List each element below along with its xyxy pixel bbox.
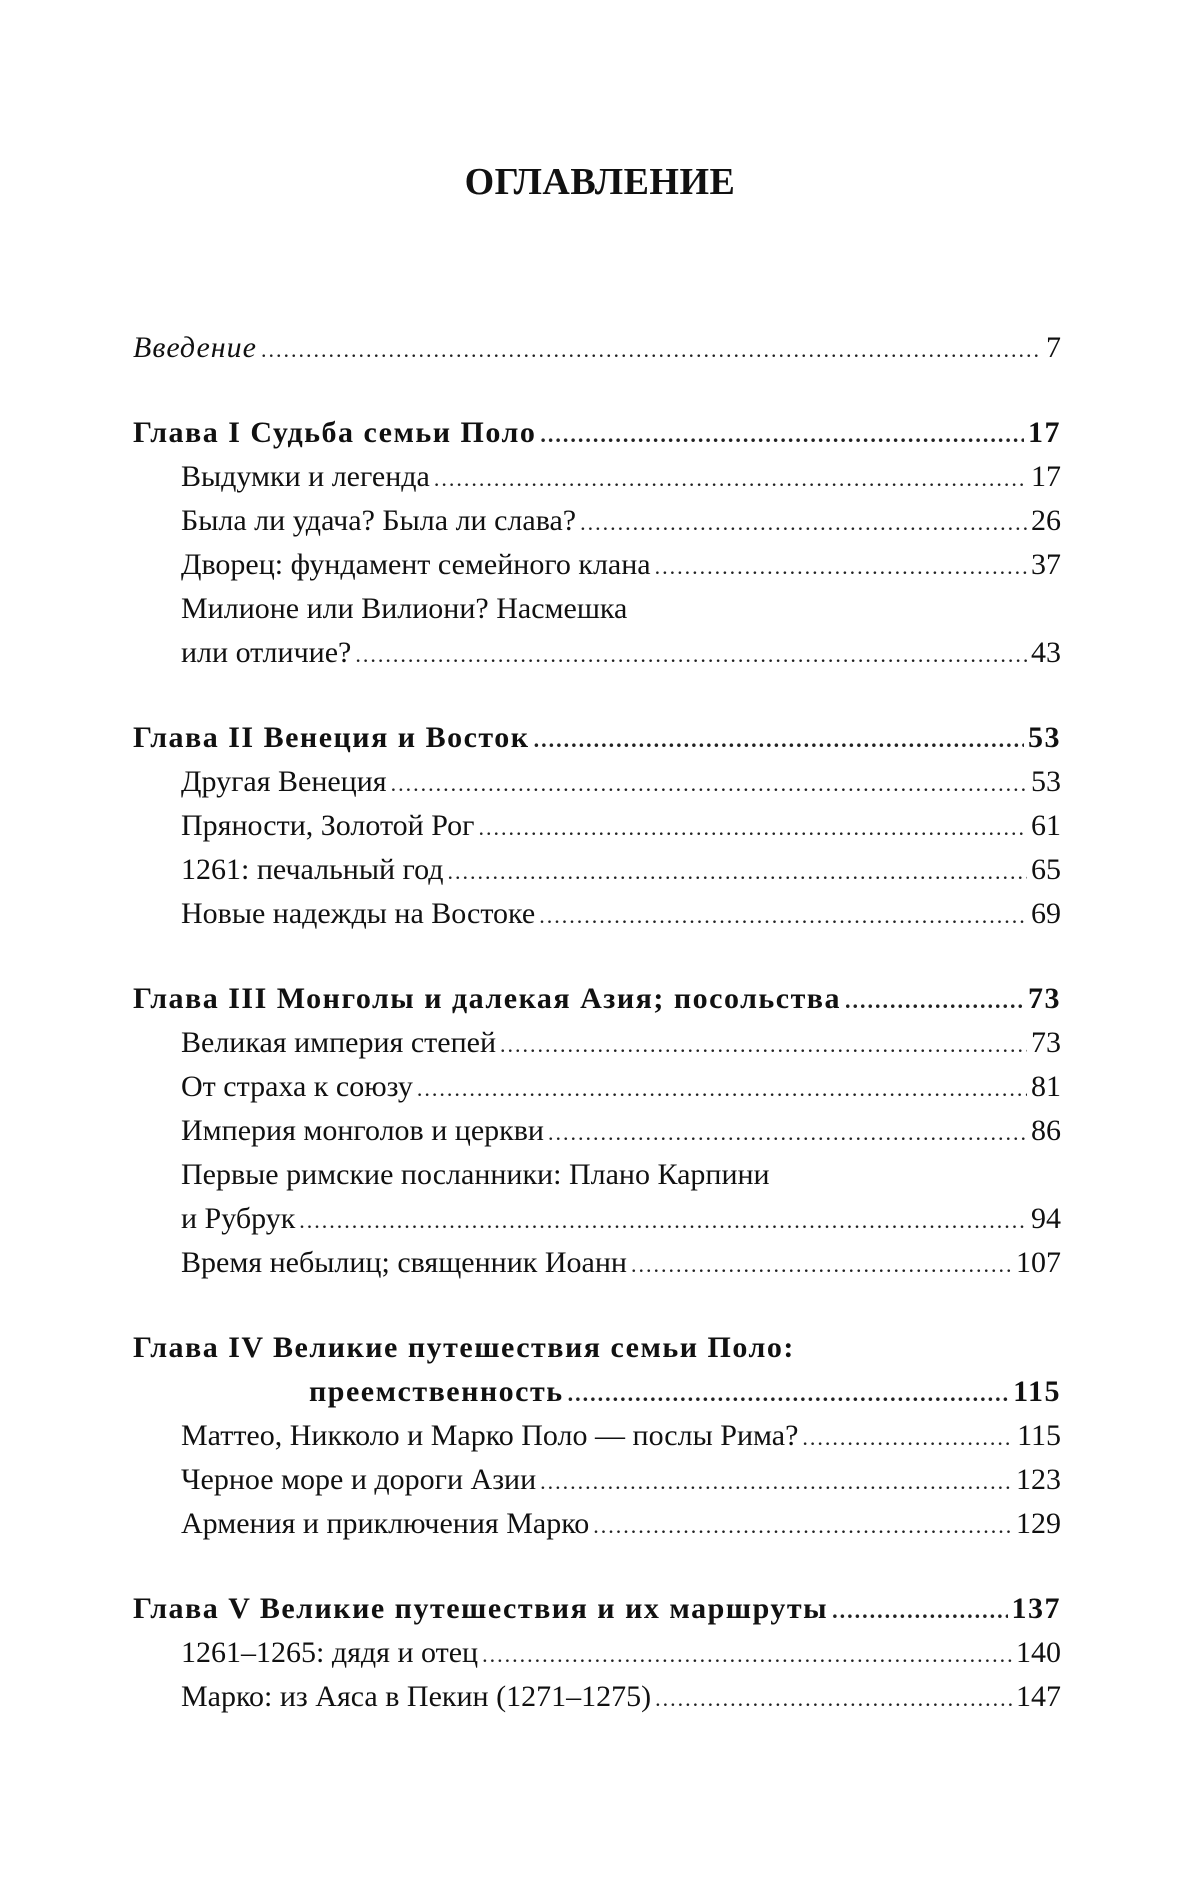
dot-leader xyxy=(655,1675,1012,1721)
toc-section[interactable] xyxy=(133,1109,1061,1153)
toc-chapter-4[interactable] xyxy=(133,1370,1061,1414)
dot-leader xyxy=(845,977,1024,1023)
toc-section[interactable] xyxy=(133,499,1061,543)
dot-leader xyxy=(540,411,1024,457)
dot-leader xyxy=(655,543,1027,589)
toc-page-number: 115 xyxy=(1013,1375,1061,1408)
toc-page-number: 43 xyxy=(1031,636,1061,669)
dot-leader xyxy=(417,1065,1027,1111)
toc-section[interactable] xyxy=(133,892,1061,936)
dot-leader xyxy=(448,848,1028,894)
chapter-label: Глава I Судьба семьи Поло xyxy=(133,416,537,449)
dot-leader xyxy=(299,1197,1027,1243)
toc-page-number: 123 xyxy=(1016,1463,1061,1496)
dot-leader xyxy=(832,1587,1007,1633)
toc-chapter-3[interactable] xyxy=(133,977,1061,1021)
section-label: Великая империя степей xyxy=(181,1026,497,1059)
chapter-label-line1: Глава IV Великие путешествия семьи Поло: xyxy=(133,1331,795,1364)
toc-page-number: 129 xyxy=(1016,1507,1061,1540)
toc-section[interactable] xyxy=(133,1065,1061,1109)
section-label: и Рубрук xyxy=(181,1202,296,1235)
dot-leader xyxy=(391,760,1027,806)
toc-chapter-1[interactable] xyxy=(133,411,1061,455)
page-title: ОГЛАВЛЕНИЕ xyxy=(464,161,736,203)
section-label: Черное море и дороги Азии xyxy=(181,1463,537,1496)
section-label-line1: Первые римские посланники: Плано Карпини xyxy=(181,1158,770,1191)
section-label: Выдумки и легенда xyxy=(181,460,430,493)
dot-leader xyxy=(580,499,1027,545)
section-label: Время небылиц; священник Иоанн xyxy=(181,1246,627,1279)
dot-leader xyxy=(261,326,1042,372)
toc-section[interactable] xyxy=(133,1414,1061,1458)
toc-section[interactable] xyxy=(133,1241,1061,1285)
dot-leader xyxy=(482,1631,1012,1677)
dot-leader xyxy=(500,1021,1027,1067)
toc-page-number: 94 xyxy=(1031,1202,1061,1235)
toc-page-number: 37 xyxy=(1031,548,1061,581)
toc-page-number: 107 xyxy=(1016,1246,1061,1279)
dot-leader xyxy=(593,1502,1012,1548)
toc-section[interactable] xyxy=(133,1458,1061,1502)
toc-page-number: 115 xyxy=(1017,1419,1061,1452)
toc-section[interactable] xyxy=(133,1631,1061,1675)
section-label: Пряности, Золотой Рог xyxy=(181,809,475,842)
toc-page-number: 137 xyxy=(1011,1592,1061,1625)
section-label: 1261–1265: дядя и отец xyxy=(181,1636,479,1669)
toc-page-number: 26 xyxy=(1031,504,1061,537)
toc-section[interactable] xyxy=(133,1502,1061,1546)
toc-section[interactable] xyxy=(133,760,1061,804)
dot-leader xyxy=(568,1370,1010,1416)
toc-page-number: 73 xyxy=(1031,1026,1061,1059)
section-label: Была ли удача? Была ли слава? xyxy=(181,504,577,537)
toc-page-number: 69 xyxy=(1031,897,1061,930)
toc-chapter-5[interactable] xyxy=(133,1587,1061,1631)
toc-section[interactable] xyxy=(133,804,1061,848)
section-label: Дворец: фундамент семейного клана xyxy=(181,548,651,581)
dot-leader xyxy=(539,892,1027,938)
dot-leader xyxy=(478,804,1027,850)
table-of-contents xyxy=(133,326,1061,1719)
dot-leader xyxy=(548,1109,1027,1155)
section-label: Новые надежды на Востоке xyxy=(181,897,536,930)
toc-entry-label: Введение xyxy=(133,331,257,364)
toc-section[interactable] xyxy=(133,455,1061,499)
toc-entry-intro[interactable] xyxy=(133,326,1061,370)
dot-leader xyxy=(802,1414,1013,1460)
toc-section[interactable] xyxy=(133,631,1061,675)
chapter-label: Глава II Венеция и Восток xyxy=(133,721,530,754)
toc-page-number: 17 xyxy=(1028,416,1061,449)
toc-page-number: 86 xyxy=(1031,1114,1061,1147)
toc-section[interactable] xyxy=(133,848,1061,892)
section-label: Империя монголов и церкви xyxy=(181,1114,544,1147)
toc-section[interactable] xyxy=(133,543,1061,587)
dot-leader xyxy=(434,455,1027,501)
chapter-label: преемственность xyxy=(309,1375,564,1408)
toc-section[interactable] xyxy=(133,1675,1061,1719)
dot-leader xyxy=(631,1241,1012,1287)
dot-leader xyxy=(355,631,1027,677)
section-label: или отличие? xyxy=(181,636,352,669)
section-label: 1261: печальный год xyxy=(181,853,444,886)
dot-leader xyxy=(534,716,1024,762)
section-label: Маттео, Никколо и Марко Поло — послы Рима? xyxy=(181,1419,799,1452)
toc-page-number: 53 xyxy=(1028,721,1061,754)
section-label: От страха к союзу xyxy=(181,1070,413,1103)
toc-page-number: 61 xyxy=(1031,809,1061,842)
toc-chapter-2[interactable] xyxy=(133,716,1061,760)
section-label: Марко: из Аяса в Пекин (1271–1275) xyxy=(181,1680,652,1713)
toc-section[interactable] xyxy=(133,1021,1061,1065)
toc-page-number: 65 xyxy=(1031,853,1061,886)
toc-page-number: 140 xyxy=(1016,1636,1061,1669)
section-label: Другая Венеция xyxy=(181,765,387,798)
chapter-label: Глава V Великие путешествия и их маршруты xyxy=(133,1592,829,1625)
chapter-label: Глава III Монголы и далекая Азия; посольства xyxy=(133,982,842,1015)
dot-leader xyxy=(540,1458,1012,1504)
toc-page-number: 17 xyxy=(1031,460,1061,493)
toc-page-number: 7 xyxy=(1046,331,1061,364)
section-label: Армения и приключения Марко xyxy=(181,1507,590,1540)
toc-page-number: 81 xyxy=(1031,1070,1061,1103)
toc-page-number: 73 xyxy=(1028,982,1061,1015)
toc-page-number: 147 xyxy=(1016,1680,1061,1713)
toc-section[interactable] xyxy=(133,1197,1061,1241)
section-label-line1: Милионе или Вилиони? Насмешка xyxy=(181,592,628,625)
toc-page-number: 53 xyxy=(1031,765,1061,798)
